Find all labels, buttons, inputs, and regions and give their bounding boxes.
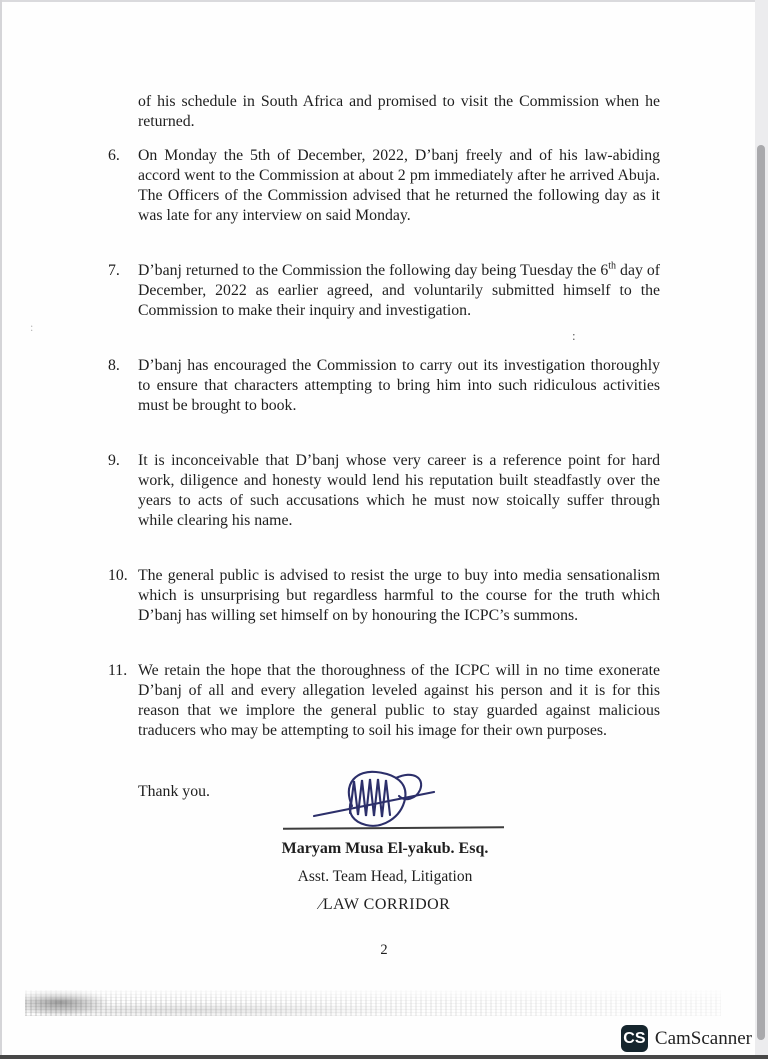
item-number: 8. <box>108 357 120 374</box>
list-item <box>108 356 668 416</box>
scan-artifact-mark: : <box>30 320 34 334</box>
list-item <box>108 451 668 531</box>
numbered-list <box>108 146 668 741</box>
list-item <box>108 261 668 321</box>
item-number: 11. <box>108 662 128 679</box>
superscript-ordinal: th <box>608 260 617 272</box>
item-text: We retain the hope that the thoroughness of the ICPC will in no time exonerate D’banj of all and every allegation leveled against his person and it is for this reason that we implore the general public to stay guarded against malicious traducers who may be attempting to soil his image for their own purposes. <box>138 662 660 739</box>
organization-prefix-mark: ⁄ <box>319 896 323 913</box>
item-text: D’banj has encouraged the Commission to carry out its investigation thoroughly to ensure that characters attempting to bring him into such ridiculous activities must be brought to book. <box>138 357 660 414</box>
item-number: 7. <box>108 262 120 279</box>
closing-text: Thank you. <box>138 783 210 800</box>
item-number: 10. <box>108 567 128 584</box>
list-item <box>108 566 668 626</box>
organization-name: LAW CORRIDOR <box>322 896 451 913</box>
signatory-name: Maryam Musa El-yakub. Esq. <box>281 840 489 857</box>
item-text: On Monday the 5th of December, 2022, D’banj freely and of his law-abiding accord went to the Commission at about 2 pm immediately after he arrived Abuja. The Officers of the Commission advised that he returned the following day as it was late for any interview on said Monday. <box>138 147 660 224</box>
item-number: 6. <box>108 147 120 164</box>
item-number: 9. <box>108 452 120 469</box>
continuation-paragraph: of his schedule in South Africa and promised to visit the Commission when he returned. <box>138 93 660 130</box>
document-body <box>108 92 668 776</box>
page-number: 2 <box>380 942 388 958</box>
page-left-edge <box>0 0 2 1059</box>
scan-noise-artifact <box>25 990 721 1016</box>
scan-artifact-mark: : <box>572 328 576 343</box>
item-text: D’banj returned to the Commission the following day being Tuesday the 6th day of December, 2022 as earlier agreed, and voluntarily submitted himself to the Commission to make their inquiry and investigation. <box>138 260 660 319</box>
camscanner-label: CamScanner <box>654 1027 752 1049</box>
page-top-edge <box>0 0 768 2</box>
list-item <box>108 661 668 741</box>
scrollbar-thumb[interactable] <box>757 145 765 1040</box>
camscanner-watermark <box>621 1025 752 1052</box>
bottom-border-line <box>0 1055 768 1059</box>
signatory-title: Asst. Team Head, Litigation <box>297 868 473 885</box>
signatory-organization <box>235 896 535 914</box>
handwritten-signature <box>312 768 442 830</box>
camscanner-logo-icon: CS <box>621 1025 648 1052</box>
item-text: The general public is advised to resist the urge to buy into media sensationalism which is unsurprising but regardless harmful to the course for the truth which D’banj has willing set himself on by honouring the ICPC’s summons. <box>138 567 660 624</box>
list-item <box>108 146 668 226</box>
item-text: It is inconceivable that D’banj whose very career is a reference point for hard work, diligence and honesty would lend his reputation built steadfastly over the years to acts of such accusations which he must now stoically suffer through while clearing his name. <box>138 452 660 529</box>
